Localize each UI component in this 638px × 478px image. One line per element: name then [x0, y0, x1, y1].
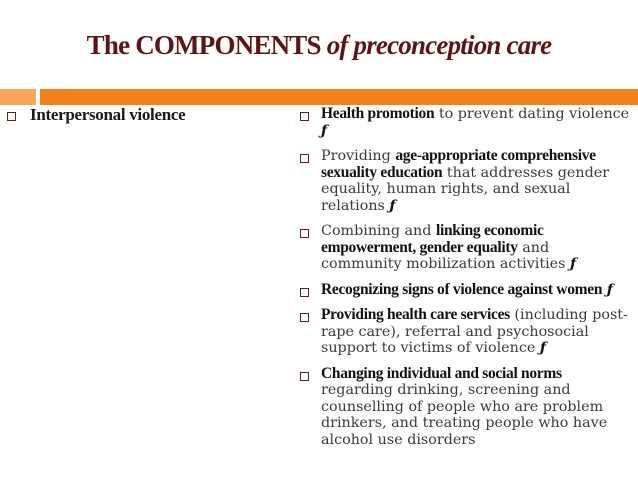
accent-bar-left [0, 89, 36, 105]
bullet-text: to prevent dating violence [434, 106, 630, 122]
bullet-list [300, 106, 630, 457]
bullet-highlight: Changing individual and social norms [321, 364, 562, 382]
bullet-text: (including post-rape care), referral and psychosocial support to victims of violence [321, 307, 628, 356]
bullet-highlight: age-appropriate comprehensive sexuality education [321, 147, 596, 181]
list-item [300, 307, 630, 357]
bullet-text: regarding drinking, screening and counselling of people who are problem drinkers, and treating people who have alcohol use disorders [321, 382, 608, 448]
bullet-square-icon [300, 288, 309, 297]
f-mark: ƒ [606, 281, 613, 298]
bullet-highlight: Recognizing signs of violence against women [321, 280, 603, 298]
f-mark: ƒ [389, 197, 396, 214]
bullet-square-icon [300, 112, 309, 121]
title-italic: of preconception care [326, 30, 552, 60]
list-item [300, 106, 630, 139]
slide-title [0, 30, 638, 61]
left-column-item: Interpersonal violence [30, 105, 186, 124]
bullet-square-icon [300, 372, 309, 381]
accent-bar-right [40, 89, 638, 105]
title-main: The COMPONENTS [86, 30, 327, 60]
bullet-highlight: linking economic empowerment, gender equality [321, 222, 544, 256]
bullet-lead: Combining and [321, 223, 436, 239]
bullet-square-icon [300, 229, 309, 238]
bullet-highlight: Providing health care services [321, 306, 510, 323]
bullet-square-icon [7, 112, 16, 121]
list-item [300, 148, 630, 214]
bullet-square-icon [300, 154, 309, 163]
bullet-text: and community mobilization activities [321, 239, 571, 272]
list-item [300, 223, 630, 273]
bullet-highlight: Health promotion [321, 105, 435, 122]
f-mark: ƒ [570, 256, 577, 272]
list-item [300, 366, 630, 449]
f-mark: ƒ [321, 122, 328, 139]
list-item [300, 282, 630, 299]
bullet-text: that addresses gender equality, human rights, and sexual relations [321, 164, 610, 214]
bullet-square-icon [300, 313, 309, 322]
bullet-lead: Providing [321, 148, 396, 164]
f-mark: ƒ [539, 340, 547, 356]
